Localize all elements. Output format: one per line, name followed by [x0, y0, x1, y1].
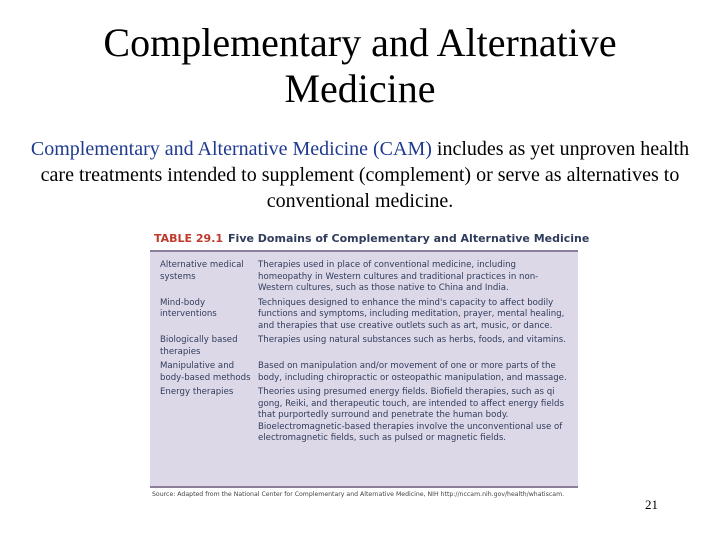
domain-name: Manipulative and body-based methods [160, 361, 251, 383]
domain-description: Therapies used in place of conventional medicine, including homeopathy in Western cultures and traditional practices in non-Western cultures, such as those native to China and India. [258, 260, 539, 293]
domains-table-figure [150, 228, 590, 502]
table-caption-text: Five Domains of Complementary and Alternative Medicine [228, 232, 590, 245]
table-row [160, 260, 568, 295]
table-source-note: Source: Adapted from the National Center for Complementary and Alternative Medicine, NIH http://nccam.nih.gov/health/whatiscam. [152, 491, 565, 498]
domain-name: Biologically based therapies [160, 335, 238, 357]
intro-paragraph [20, 136, 700, 214]
table-caption [150, 228, 590, 252]
slide-title: Complementary and Alternative Medicine [103, 20, 617, 111]
domain-name: Alternative medical systems [160, 260, 244, 282]
intro-text: includes as yet unproven health care treatments intended to supplement (complement) or serve as alternatives to conventional medicine. [40, 138, 690, 212]
table-row [160, 387, 568, 445]
table-row [160, 361, 568, 384]
domain-description: Based on manipulation and/or movement of one or more parts of the body, including chiropractic or osteopathic manipulation, and massage. [258, 361, 567, 383]
table-body [150, 252, 578, 488]
domain-name: Energy therapies [160, 387, 234, 397]
domain-description: Theories using presumed energy fields. Biofield therapies, such as qi gong, Reiki, and therapeutic touch, are intended to affect energy fields that purportedly surround and penetrate the human body. Bioelectromagnetic-based therapies involve the unconventional use of electromagnetic fields, such as pulsed or magnetic fields. [258, 387, 564, 443]
table-row [160, 335, 568, 358]
cam-term: Complementary and Alternative Medicine (CAM) [30, 138, 432, 160]
domain-description: Therapies using natural substances such as herbs, foods, and vitamins. [258, 335, 566, 345]
domain-description: Techniques designed to enhance the mind's capacity to affect bodily functions and symptoms, including meditation, prayer, mental healing, and therapies that use creative outlets such as art, music, or dance. [258, 297, 565, 331]
domain-name: Mind-body interventions [160, 297, 217, 319]
table-row [160, 298, 568, 333]
table-number: TABLE 29.1 [154, 232, 224, 245]
page-number: 21 [645, 497, 658, 512]
